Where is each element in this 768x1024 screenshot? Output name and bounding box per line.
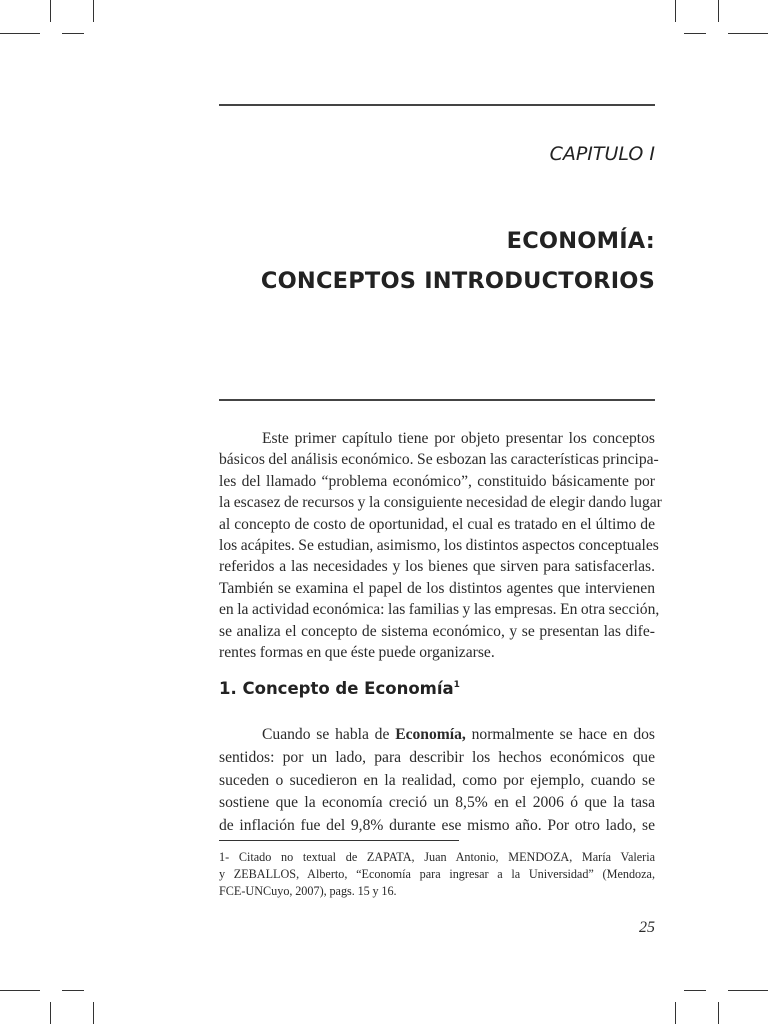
footnote-rule xyxy=(219,840,459,841)
top-rule xyxy=(219,104,655,106)
crop-mark xyxy=(728,33,768,34)
crop-mark xyxy=(684,990,706,991)
chapter-label: CAPITULO I xyxy=(549,143,655,165)
crop-mark xyxy=(50,1002,51,1024)
text-line: suceden o sucedieron en la realidad, como por ejemplo, cuando se xyxy=(219,771,655,789)
bold-term: Economía, xyxy=(395,726,466,743)
crop-mark xyxy=(62,990,84,991)
footnote-line: FCE-UNCuyo, 2007), pags. 15 y 16. xyxy=(219,884,397,898)
page-number: 25 xyxy=(639,919,655,936)
crop-mark xyxy=(62,33,84,34)
chapter-title-line-2: CONCEPTOS INTRODUCTORIOS xyxy=(260,268,655,294)
crop-mark xyxy=(675,1002,676,1024)
text-line: los acápites. Se estudian, asimismo, los distintos aspectos conceptuales xyxy=(219,537,659,555)
text-line xyxy=(219,724,655,747)
text-line: También se examina el papel de los distintos agentes que intervienen xyxy=(219,579,655,597)
text-line: referidos a las necesidades y los bienes que sirven para satisfacerlas. xyxy=(219,558,655,576)
text-span: normalmente se hace en dos xyxy=(465,726,655,743)
intro-paragraph xyxy=(219,428,662,663)
text-span: Cuando se habla de xyxy=(262,726,396,743)
crop-mark xyxy=(718,0,719,22)
crop-mark xyxy=(728,990,768,991)
text-line: en la actividad económica: las familias y las empresas. En otra sección, xyxy=(219,601,660,619)
crop-mark xyxy=(684,33,706,34)
text-line: sostiene que la economía creció un 8,5% en el 2006 ó que la tasa xyxy=(219,794,655,812)
footnote-ref: 1 xyxy=(453,680,460,690)
chapter-title-line-1: ECONOMÍA: xyxy=(506,228,655,254)
crop-mark xyxy=(93,1002,94,1024)
text-line: se analiza el concepto de sistema económico, y se presentan las dife- xyxy=(219,622,655,640)
text-line: sentidos: por un lado, para describir los hechos económicos que xyxy=(219,748,655,766)
text-line: básicos del análisis económico. Se esbozan las características principa- xyxy=(219,451,659,469)
crop-mark xyxy=(0,990,40,991)
text-line: rentes formas en que éste puede organizarse. xyxy=(219,644,495,662)
crop-mark xyxy=(93,0,94,22)
crop-mark xyxy=(718,1002,719,1024)
section-paragraph xyxy=(219,724,655,838)
footnote-line: 1- Citado no textual de ZAPATA, Juan Antonio, MENDOZA, María Valeria xyxy=(219,850,655,864)
section-heading-text: 1. Concepto de Economía xyxy=(219,679,454,698)
footnote xyxy=(219,849,655,900)
text-line: Este primer capítulo tiene por objeto presentar los conceptos xyxy=(262,430,655,447)
text-line: la escasez de recursos y la consiguiente necesidad de elegir dando lugar xyxy=(219,494,662,512)
crop-mark xyxy=(675,0,676,22)
crop-mark xyxy=(50,0,51,22)
text-line: al concepto de costo de oportunidad, el cual es tratado en el último de xyxy=(219,515,655,533)
crop-mark xyxy=(0,33,40,34)
footnote-line: y ZEBALLOS, Alberto, “Economía para ingresar a la Universidad” (Mendoza, xyxy=(219,867,655,881)
text-line: les del llamado “problema económico”, constituido básicamente por xyxy=(219,472,655,490)
title-bottom-rule xyxy=(219,399,655,401)
text-line: de inflación fue del 9,8% durante ese mismo año. Por otro lado, se xyxy=(219,817,655,835)
section-heading xyxy=(219,679,460,698)
